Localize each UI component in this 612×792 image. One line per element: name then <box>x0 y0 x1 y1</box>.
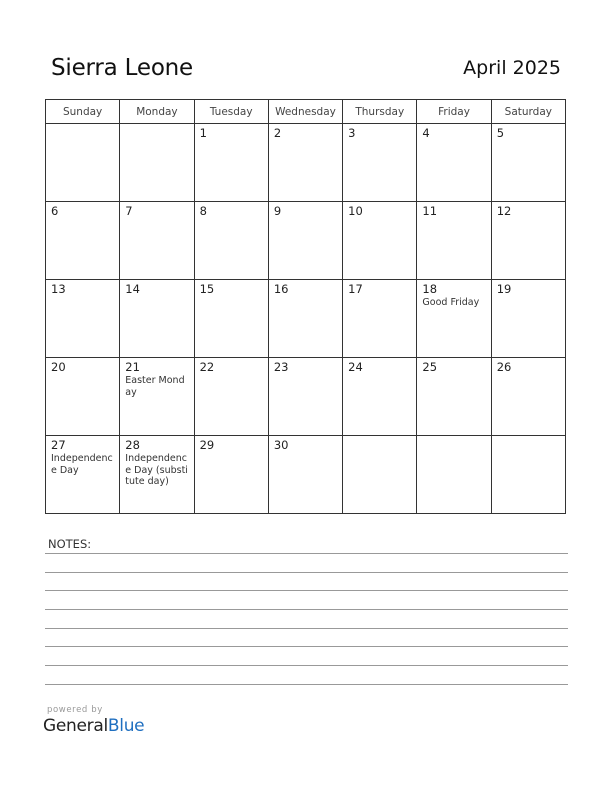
day-number <box>417 436 490 438</box>
day-cell <box>120 124 194 202</box>
day-cell <box>491 280 565 358</box>
notes-label: NOTES: <box>48 537 92 551</box>
day-cell <box>46 124 120 202</box>
brand-general-text: General <box>43 716 108 736</box>
holiday-label: Easter Monday <box>125 375 185 398</box>
day-cell <box>417 358 491 436</box>
notes-line <box>45 646 568 647</box>
day-cell <box>194 124 268 202</box>
brand-blue-text: Blue <box>107 716 145 736</box>
notes-line <box>45 553 568 554</box>
day-cell <box>268 202 342 280</box>
day-number: 30 <box>273 438 289 452</box>
day-number: 3 <box>348 126 356 140</box>
generalblue-logo <box>43 716 144 736</box>
day-number: 23 <box>273 360 289 374</box>
day-cell <box>194 358 268 436</box>
day-cell <box>120 436 194 514</box>
calendar-month-title: April 2025 <box>463 57 561 79</box>
weekday-header: Sunday <box>46 100 120 124</box>
notes-line <box>45 628 568 629</box>
notes-line <box>45 590 568 591</box>
day-cell <box>417 202 491 280</box>
day-cell <box>491 124 565 202</box>
weekday-header: Saturday <box>491 100 565 124</box>
day-number: 7 <box>125 204 133 218</box>
day-number: 28 <box>125 438 140 452</box>
day-cell <box>343 124 417 202</box>
day-number: 1 <box>199 126 207 140</box>
day-number: 18 <box>422 282 438 296</box>
day-number <box>492 436 565 438</box>
notes-line <box>45 609 568 610</box>
day-number <box>343 436 416 438</box>
weekday-header: Thursday <box>343 100 417 124</box>
day-number: 26 <box>496 360 512 374</box>
notes-line <box>45 665 568 666</box>
day-cell <box>46 436 120 514</box>
weekday-header-row <box>46 100 566 124</box>
day-cell <box>268 358 342 436</box>
day-number: 4 <box>422 126 430 140</box>
day-cell <box>417 280 491 358</box>
day-number <box>46 124 119 126</box>
day-cell <box>343 280 417 358</box>
day-number: 2 <box>273 126 282 140</box>
weekday-header: Monday <box>120 100 194 124</box>
day-number: 20 <box>51 360 66 374</box>
day-number: 16 <box>273 282 289 296</box>
notes-line <box>45 572 568 573</box>
week-row <box>46 436 566 514</box>
day-cell <box>120 280 194 358</box>
weekday-header: Friday <box>417 100 491 124</box>
day-cell <box>268 124 342 202</box>
week-row <box>46 358 566 436</box>
weekday-header: Wednesday <box>268 100 342 124</box>
day-cell <box>194 436 268 514</box>
week-row <box>46 202 566 280</box>
day-number: 25 <box>422 360 438 374</box>
day-number: 29 <box>199 438 215 452</box>
weekday-header: Tuesday <box>194 100 268 124</box>
day-cell <box>343 436 417 514</box>
day-cell <box>417 124 491 202</box>
day-cell <box>491 358 565 436</box>
day-cell <box>46 280 120 358</box>
day-number: 19 <box>496 282 512 296</box>
day-number: 9 <box>273 204 282 218</box>
day-number: 13 <box>51 282 66 296</box>
day-number: 17 <box>348 282 363 296</box>
notes-line <box>45 684 568 685</box>
day-cell <box>343 358 417 436</box>
week-row <box>46 124 566 202</box>
holiday-label: Good Friday <box>422 297 480 308</box>
day-number: 14 <box>125 282 140 296</box>
day-cell <box>268 280 342 358</box>
day-number: 27 <box>51 438 66 452</box>
day-cell <box>194 280 268 358</box>
day-cell <box>120 202 194 280</box>
day-number <box>120 124 193 126</box>
day-cell <box>417 436 491 514</box>
calendar-grid <box>45 99 566 514</box>
day-number: 12 <box>496 204 512 218</box>
day-number: 15 <box>199 282 215 296</box>
week-row <box>46 280 566 358</box>
day-number: 8 <box>199 204 207 218</box>
day-number: 6 <box>51 204 59 218</box>
day-cell <box>268 436 342 514</box>
powered-by-text: powered by <box>47 705 103 715</box>
holiday-label: Independence Day (substitute day) <box>125 453 188 487</box>
calendar-country-title: Sierra Leone <box>51 55 194 81</box>
day-cell <box>46 358 120 436</box>
holiday-label: Independence Day <box>51 453 113 476</box>
day-number: 24 <box>348 360 363 374</box>
day-cell <box>491 202 565 280</box>
day-number: 10 <box>348 204 363 218</box>
day-cell <box>194 202 268 280</box>
day-number: 11 <box>422 204 438 218</box>
day-cell <box>491 436 565 514</box>
day-cell <box>343 202 417 280</box>
day-number: 5 <box>496 126 505 140</box>
day-cell <box>46 202 120 280</box>
day-number: 22 <box>199 360 215 374</box>
day-number: 21 <box>125 360 140 374</box>
day-cell <box>120 358 194 436</box>
